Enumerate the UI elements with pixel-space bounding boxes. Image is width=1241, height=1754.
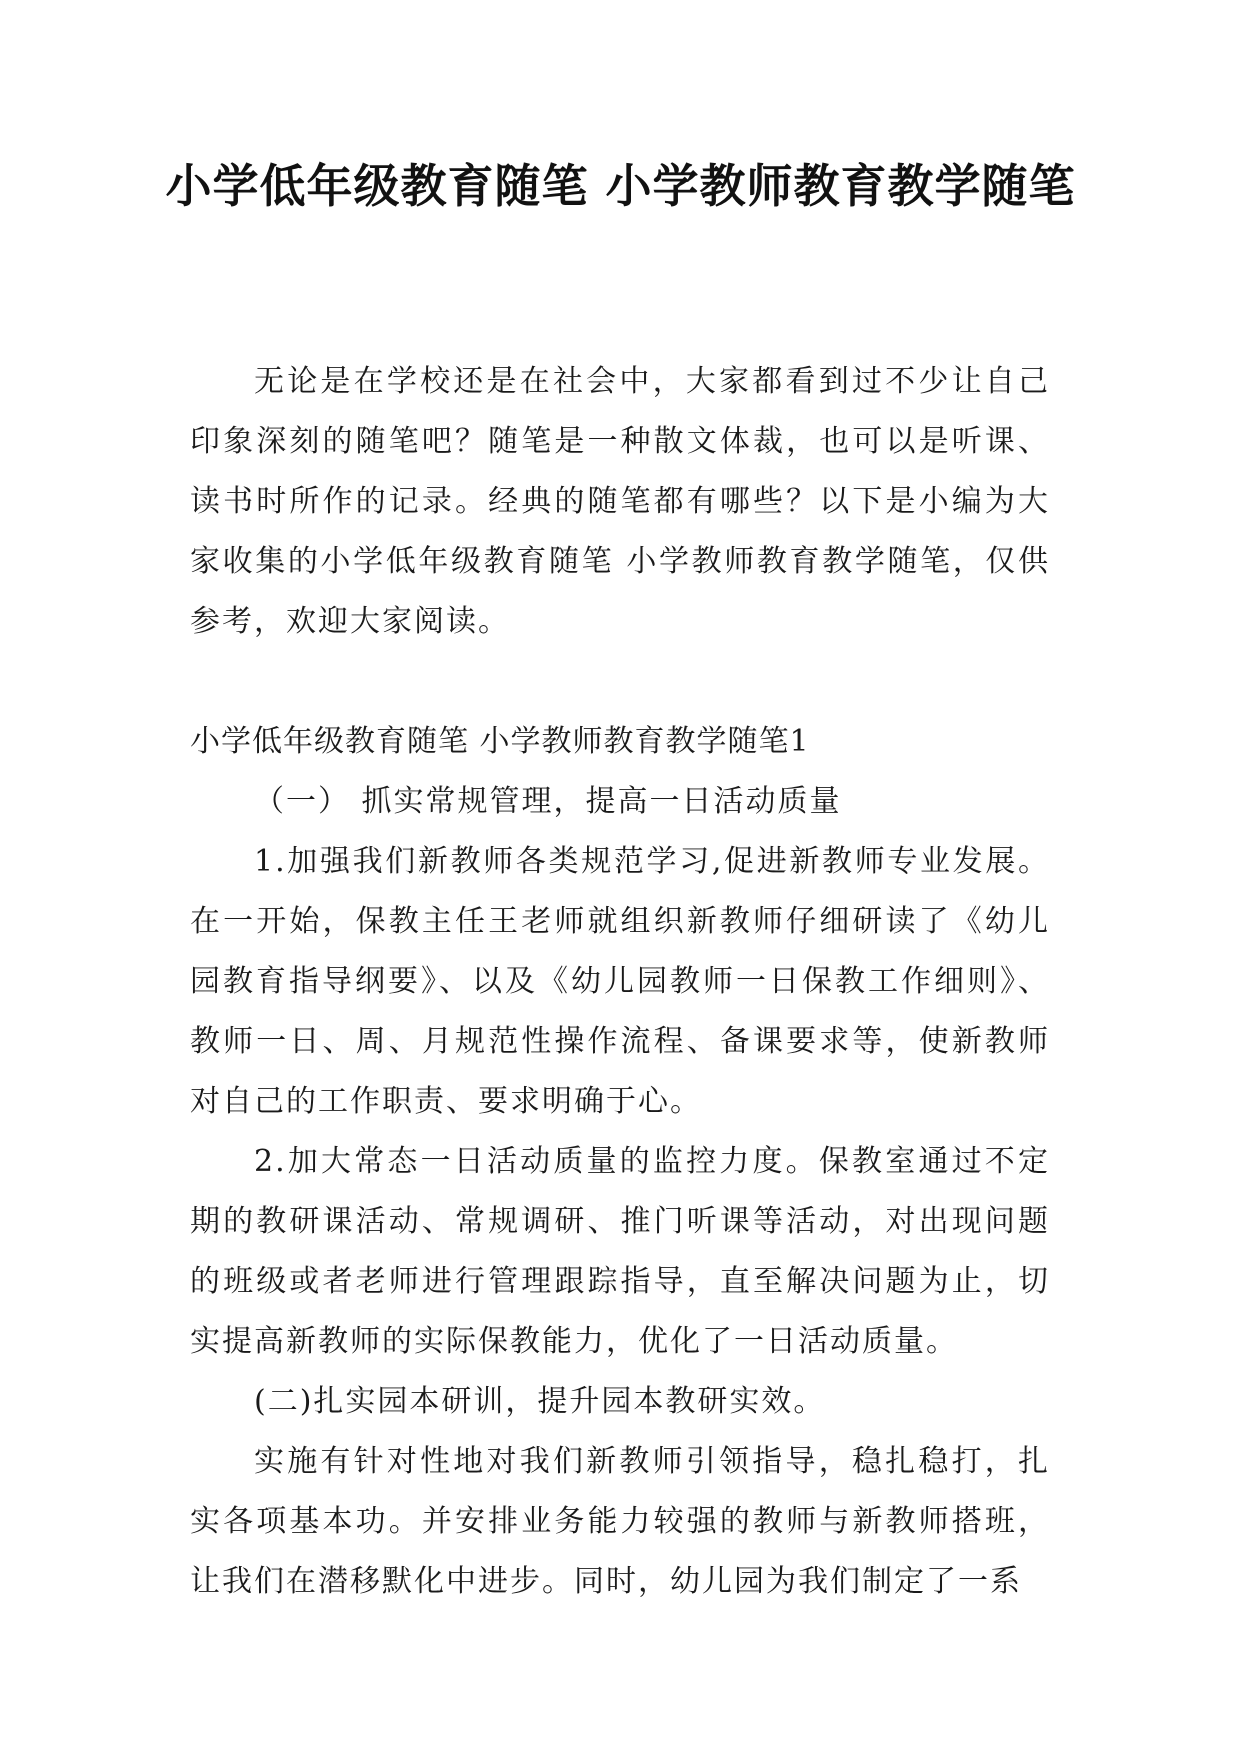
paragraph-gap	[190, 652, 1050, 712]
section-heading: 小学低年级教育随笔 小学教师教育教学随笔1	[190, 724, 810, 759]
subsection-heading-2: (二)扎实园本研训，提升园本教研实效。	[254, 1384, 826, 1419]
document-title: 小学低年级教育随笔 小学教师教育教学随笔	[165, 159, 1076, 213]
intro-paragraph: 无论是在学校还是在社会中，大家都看到过不少让自己印象深刻的随笔吧？随笔是一种散文体裁，也可以是听课、读书时所作的记录。经典的随笔都有哪些？以下是小编为大家收集的小学低年级教育随笔 小学教师教育教学随笔，仅供参考，欢迎大家阅读。	[190, 364, 1050, 639]
document-body	[190, 352, 1050, 1612]
body-paragraph-3: 实施有针对性地对我们新教师引领指导，稳扎稳打，扎实各项基本功。并安排业务能力较强的教师与新教师搭班，让我们在潜移默化中进步。同时，幼儿园为我们制定了一系	[190, 1444, 1050, 1599]
body-paragraph-1: 1.加强我们新教师各类规范学习,促进新教师专业发展。在一开始，保教主任王老师就组织新教师仔细研读了《幼儿园教育指导纲要》、以及《幼儿园教师一日保教工作细则》、教师一日、周、月规范性操作流程、备课要求等，使新教师对自己的工作职责、要求明确于心。	[190, 844, 1050, 1119]
body-paragraph-2: 2.加大常态一日活动质量的监控力度。保教室通过不定期的教研课活动、常规调研、推门听课等活动，对出现问题的班级或者老师进行管理跟踪指导，直至解决问题为止，切实提高新教师的实际保教能力，优化了一日活动质量。	[190, 1144, 1050, 1359]
subsection-heading-1: （一） 抓实常规管理，提高一日活动质量	[254, 784, 842, 819]
